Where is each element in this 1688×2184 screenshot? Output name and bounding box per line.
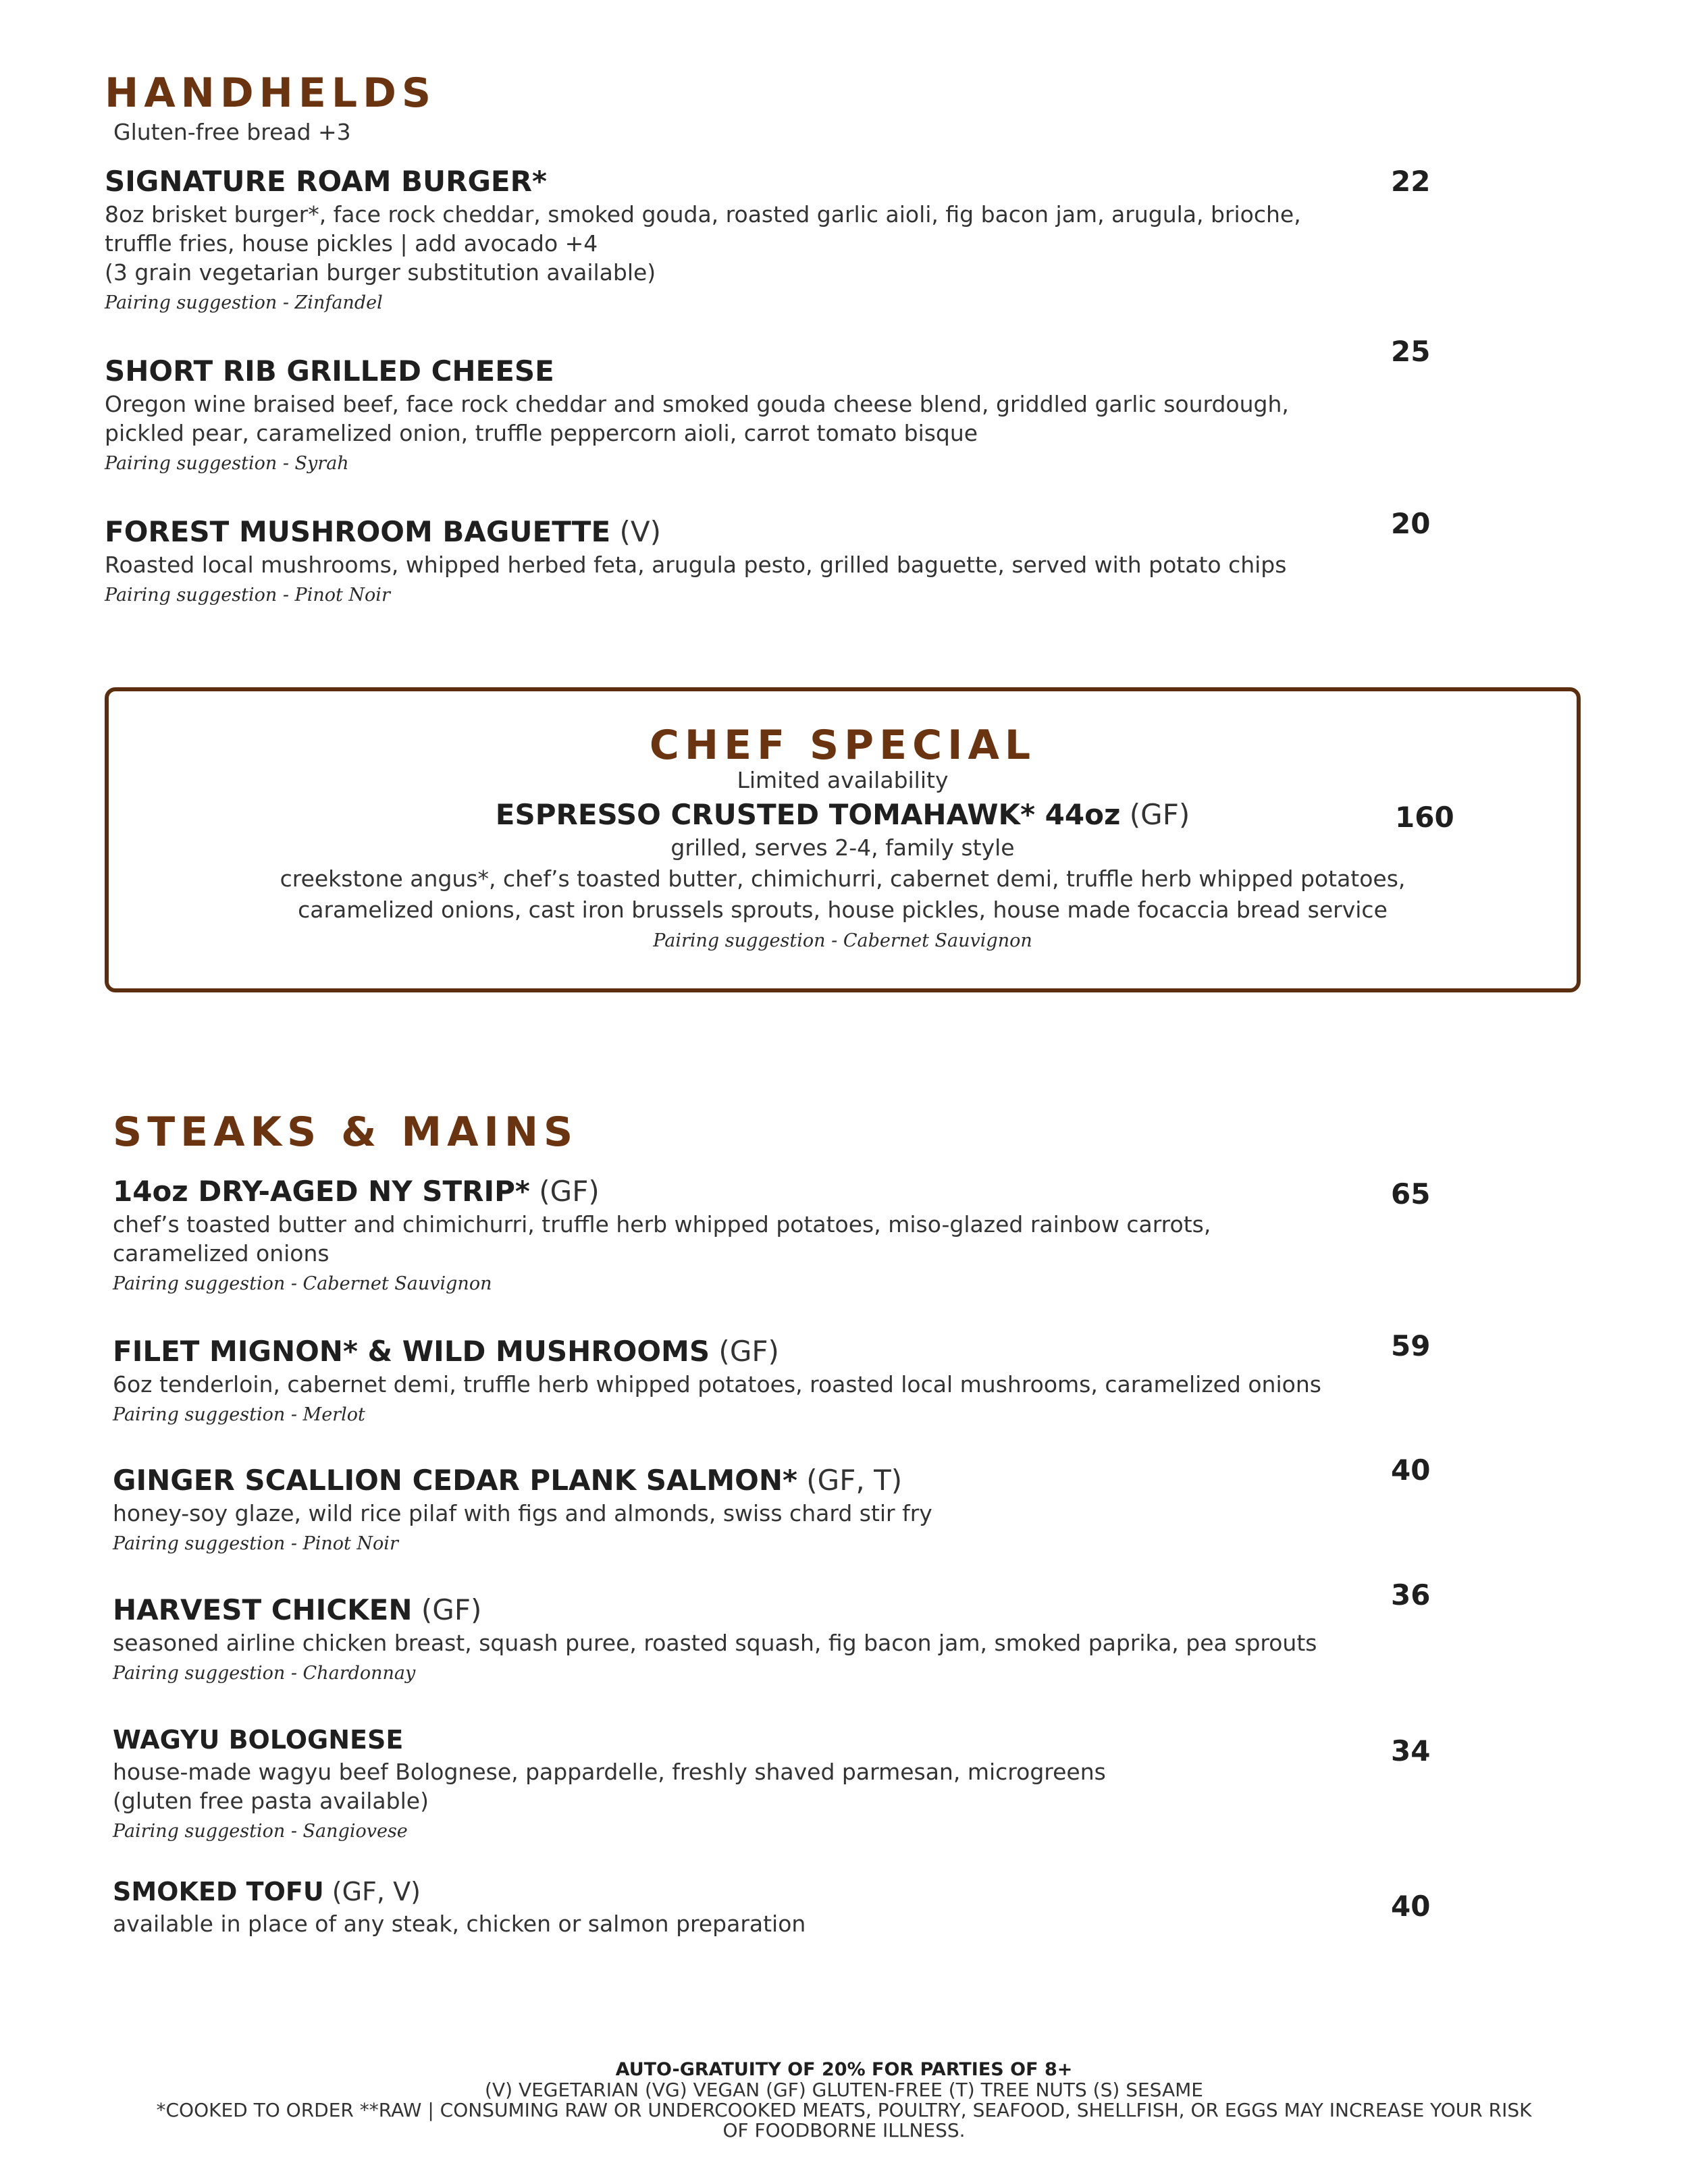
pairing-suggestion: Pairing suggestion - Chardonnay <box>113 1663 416 1684</box>
pairing-suggestion: Pairing suggestion - Zinfandel <box>105 292 383 314</box>
special-pairing-suggestion: Pairing suggestion - Cabernet Sauvignon <box>653 930 1032 951</box>
limited-availability-note: Limited availability <box>737 767 949 793</box>
chef-special-title: CHEF SPECIAL <box>649 722 1036 769</box>
item-price: 59 <box>1391 1329 1431 1362</box>
item-description: Oregon wine braised beef, face rock cheddar and smoked gouda cheese blend, griddled garlic sourdough, pickled pear, caramelized onion, truffle peppercorn aioli, carrot tomato bisque <box>105 391 1289 447</box>
item-name: FOREST MUSHROOM BAGUETTE (V) <box>105 515 662 548</box>
item-price: 40 <box>1391 1454 1431 1487</box>
menu-item-harvest-chicken <box>113 1593 1335 1685</box>
item-description: honey-soy glaze, wild rice pilaf with figs and almonds, swiss chard stir fry <box>113 1500 932 1527</box>
food-safety-warning-cont: OF FOODBORNE ILLNESS. <box>722 2119 966 2141</box>
steaks-mains-title: STEAKS & MAINS <box>113 1109 579 1156</box>
pairing-suggestion: Pairing suggestion - Pinot Noir <box>105 585 390 606</box>
item-name: FILET MIGNON* & WILD MUSHROOMS (GF) <box>113 1335 779 1368</box>
item-description: Roasted local mushrooms, whipped herbed feta, arugula pesto, grilled baguette, served with potato chips <box>105 552 1287 579</box>
gluten-free-note: Gluten-free bread +3 <box>113 119 351 145</box>
item-description: house-made wagyu beef Bolognese, pappardelle, freshly shaved parmesan, microgreens (gluten free pasta available) <box>113 1758 1106 1814</box>
menu-item-cedar-plank-salmon <box>113 1464 1335 1555</box>
item-price: 36 <box>1391 1578 1431 1612</box>
item-price: 20 <box>1391 507 1431 540</box>
item-name: GINGER SCALLION CEDAR PLANK SALMON* (GF, T) <box>113 1464 903 1497</box>
chef-special-box <box>105 687 1581 992</box>
auto-gratuity-note: AUTO-GRATUITY OF 20% FOR PARTIES OF 8+ <box>615 2059 1073 2080</box>
item-description: chef’s toasted butter and chimichurri, truffle herb whipped potatoes, miso-glazed rainbow carrots, caramelized onions <box>113 1211 1211 1267</box>
special-item-detail: grilled, serves 2-4, family style <box>670 834 1015 861</box>
special-item-description-2: caramelized onions, cast iron brussels sprouts, house pickles, house made focaccia bread service <box>298 897 1388 923</box>
item-name: SIGNATURE ROAM BURGER* <box>105 165 547 198</box>
menu-item-ny-strip <box>113 1175 1335 1296</box>
food-safety-warning: *COOKED TO ORDER **RAW | CONSUMING RAW OR UNDERCOOKED MEATS, POULTRY, SEAFOOD, SHELLFISH, OR EGGS MAY INCREASE YOUR RISK <box>156 2099 1532 2121</box>
pairing-suggestion: Pairing suggestion - Merlot <box>113 1404 365 1426</box>
menu-item-short-rib-grilled-cheese <box>105 354 1327 475</box>
special-item-price: 160 <box>1395 801 1454 834</box>
item-description: 8oz brisket burger*, face rock cheddar, smoked gouda, roasted garlic aioli, fig bacon jam, arugula, brioche, truffle fries, house pickles | add avocado +4 (3 grain vegetarian burger substitution available) <box>105 201 1301 286</box>
menu-footer <box>101 2059 1587 2141</box>
menu-item-filet-mignon <box>113 1335 1335 1427</box>
pairing-suggestion: Pairing suggestion - Pinot Noir <box>113 1533 398 1555</box>
item-description: available in place of any steak, chicken or salmon preparation <box>113 1910 806 1937</box>
item-price: 22 <box>1391 165 1431 198</box>
pairing-suggestion: Pairing suggestion - Sangiovese <box>113 1820 408 1842</box>
menu-item-signature-roam-burger <box>105 165 1327 315</box>
item-price: 65 <box>1391 1177 1431 1210</box>
item-name: HARVEST CHICKEN (GF) <box>113 1593 482 1626</box>
item-name: SMOKED TOFU (GF, V) <box>113 1877 421 1907</box>
item-description: seasoned airline chicken breast, squash puree, roasted squash, fig bacon jam, smoked paprika, pea sprouts <box>113 1630 1317 1657</box>
menu-item-wagyu-bolognese <box>113 1725 1335 1843</box>
item-name: SHORT RIB GRILLED CHEESE <box>105 354 554 388</box>
pairing-suggestion: Pairing suggestion - Cabernet Sauvignon <box>113 1273 492 1295</box>
item-price: 25 <box>1391 335 1431 368</box>
item-name: WAGYU BOLOGNESE <box>113 1725 404 1755</box>
item-price: 40 <box>1391 1890 1431 1923</box>
item-name: 14oz DRY-AGED NY STRIP* (GF) <box>113 1175 600 1208</box>
pairing-suggestion: Pairing suggestion - Syrah <box>105 453 349 475</box>
handhelds-title: HANDHELDS <box>105 70 437 117</box>
dietary-legend: (V) VEGETARIAN (VG) VEGAN (GF) GLUTEN-FREE (T) TREE NUTS (S) SESAME <box>485 2079 1203 2101</box>
item-description: 6oz tenderloin, cabernet demi, truffle herb whipped potatoes, roasted local mushrooms, caramelized onions <box>113 1371 1321 1398</box>
special-item-description-1: creekstone angus*, chef’s toasted butter, chimichurri, cabernet demi, truffle herb whipped potatoes, <box>280 865 1406 892</box>
special-item-name: ESPRESSO CRUSTED TOMAHAWK* 44oz (GF) <box>495 798 1190 831</box>
menu-item-forest-mushroom-baguette <box>105 515 1327 607</box>
item-price: 34 <box>1391 1734 1431 1767</box>
menu-item-smoked-tofu <box>113 1877 1335 1938</box>
